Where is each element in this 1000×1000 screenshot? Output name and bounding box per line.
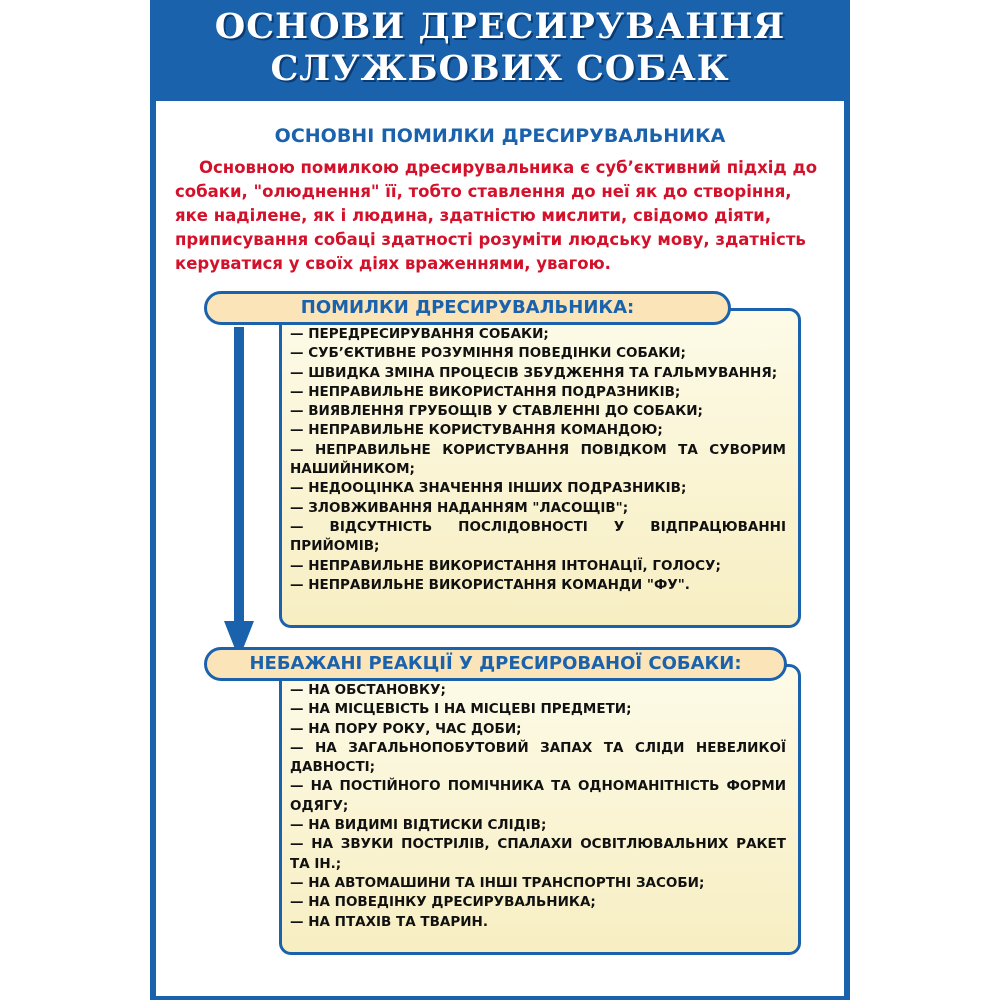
poster-title-line2: СЛУЖБОВИХ СОБАК (270, 48, 730, 89)
list-item: — НЕПРАВИЛЬНЕ ВИКОРИСТАННЯ ІНТОНАЦІЇ, ГОЛОСУ; (290, 557, 721, 574)
list-item: — НЕПРАВИЛЬНЕ ВИКОРИСТАННЯ КОМАНДИ "ФУ". (290, 576, 690, 593)
list-item: — ВІДСУТНІСТЬ ПОСЛІДОВНОСТІ У ВІДПРАЦЮВАННІ ПРИЙОМІВ; (290, 518, 786, 555)
intro-paragraph: Основною помилкою дресирувальника є суб’єктивний підхід до собаки, "олюднення" її, тобто ставлення до неї як до створіння, яке наділене, як і людина, здатністю мислити, свідомо діяти, приписування собаці здатності розуміти людську мову, здатність керуватися у своїх діях враженнями, увагою. (175, 158, 818, 273)
poster-title-line1: ОСНОВИ ДРЕСИРУВАННЯ (214, 6, 786, 47)
list-item: — НА ВИДИМІ ВІДТИСКИ СЛІДІВ; (290, 817, 547, 834)
list-item: — НЕПРАВИЛЬНЕ КОРИСТУВАННЯ КОМАНДОЮ; (290, 422, 663, 439)
list-item: — НА ОБСТАНОВКУ; (290, 682, 446, 698)
poster-content-area (156, 101, 844, 996)
list-item: — НЕДООЦІНКА ЗНАЧЕННЯ ІНШИХ ПОДРАЗНИКІВ; (290, 480, 687, 497)
list-item: — НЕПРАВИЛЬНЕ ВИКОРИСТАННЯ ПОДРАЗНИКІВ; (290, 383, 681, 400)
trainer-mistakes-box (279, 308, 801, 628)
list-item: — НА ПОВЕДІНКУ ДРЕСИРУВАЛЬНИКА; (290, 894, 596, 911)
list-item: — НА ЗВУКИ ПОСТРІЛІВ, СПАЛАХИ ОСВІТЛЮВАЛЬНИХ РАКЕТ ТА ІН.; (290, 836, 786, 872)
poster (150, 0, 850, 1000)
flow-arrow-shaft (234, 327, 244, 627)
trainer-mistakes-list (282, 311, 798, 595)
unwanted-reactions-heading: НЕБАЖАНІ РЕАКЦІЇ У ДРЕСИРОВАНОЇ СОБАКИ: (204, 647, 787, 681)
list-item: — ШВИДКА ЗМІНА ПРОЦЕСІВ ЗБУДЖЕННЯ ТА ГАЛЬМУВАННЯ; (290, 364, 778, 381)
unwanted-reactions-box (279, 664, 801, 955)
section-subtitle: ОСНОВНІ ПОМИЛКИ ДРЕСИРУВАЛЬНИКА (274, 125, 726, 147)
list-item: — НА ПОСТІЙНОГО ПОМІЧНИКА ТА ОДНОМАНІТНІСТЬ ФОРМИ ОДЯГУ; (290, 778, 786, 814)
poster-title (150, 6, 850, 90)
list-item: — СУБ’ЄКТИВНЕ РОЗУМІННЯ ПОВЕДІНКИ СОБАКИ; (290, 345, 686, 362)
trainer-mistakes-heading: ПОМИЛКИ ДРЕСИРУВАЛЬНИКА: (204, 291, 731, 325)
list-item: — НА ЗАГАЛЬНОПОБУТОВИЙ ЗАПАХ ТА СЛІДИ НЕВЕЛИКОЇ ДАВНОСТІ; (290, 739, 786, 776)
list-item: — НА МІСЦЕВІСТЬ І НА МІСЦЕВІ ПРЕДМЕТИ; (290, 701, 632, 718)
list-item: — НЕПРАВИЛЬНЕ КОРИСТУВАННЯ ПОВІДКОМ ТА СУВОРИМ НАШИЙНИКОМ; (290, 441, 786, 478)
list-item: — НА ПТАХІВ ТА ТВАРИН. (290, 913, 488, 930)
list-item: — НА АВТОМАШИНИ ТА ІНШІ ТРАНСПОРТНІ ЗАСОБИ; (290, 874, 705, 891)
list-item: — ЗЛОВЖИВАННЯ НАДАННЯМ "ЛАСОЩІВ"; (290, 499, 629, 516)
list-item: — НА ПОРУ РОКУ, ЧАС ДОБИ; (290, 720, 522, 737)
unwanted-reactions-list (282, 667, 798, 932)
list-item: — ВИЯВЛЕННЯ ГРУБОЩІВ У СТАВЛЕННІ ДО СОБАКИ; (290, 403, 703, 420)
list-item: — ПЕРЕДРЕСИРУВАННЯ СОБАКИ; (290, 326, 549, 342)
